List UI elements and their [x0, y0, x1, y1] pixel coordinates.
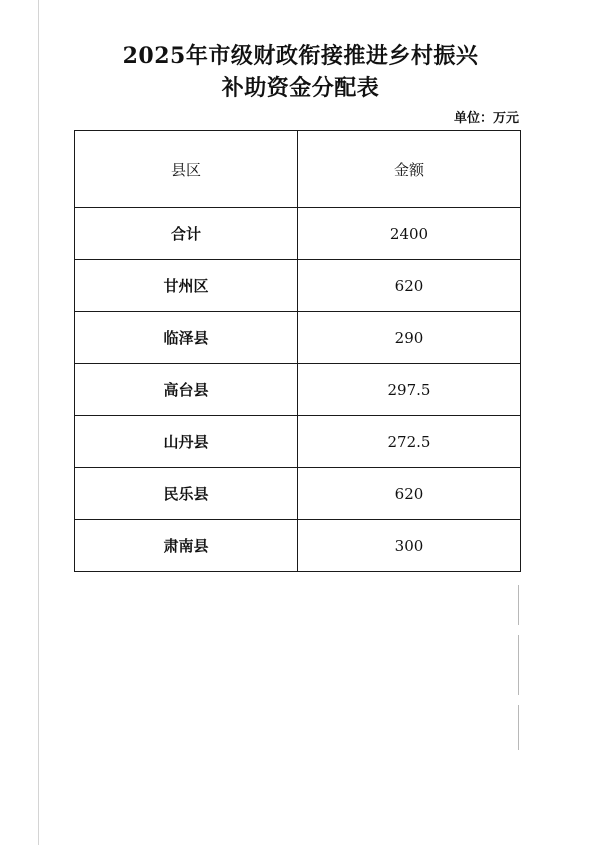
header-amount: 金额 — [298, 131, 521, 208]
county-cell: 合计 — [75, 208, 298, 260]
county-cell: 临泽县 — [75, 312, 298, 364]
scan-artifact-line — [518, 635, 519, 695]
table-row — [75, 260, 521, 312]
table-row — [75, 208, 521, 260]
amount-cell: 620 — [298, 468, 521, 520]
document-title — [0, 40, 601, 104]
amount-cell: 272.5 — [298, 416, 521, 468]
table-row — [75, 416, 521, 468]
table-row — [75, 468, 521, 520]
county-cell: 甘州区 — [75, 260, 298, 312]
allocation-table — [74, 130, 521, 572]
county-cell: 山丹县 — [75, 416, 298, 468]
scan-artifact-line — [518, 705, 519, 750]
title-line-2: 补助资金分配表 — [221, 75, 380, 101]
amount-cell: 2400 — [298, 208, 521, 260]
amount-cell: 297.5 — [298, 364, 521, 416]
county-cell: 肃南县 — [75, 520, 298, 572]
amount-cell: 620 — [298, 260, 521, 312]
table-row — [75, 312, 521, 364]
unit-label: 单位：万元 — [453, 111, 519, 126]
county-cell: 民乐县 — [75, 468, 298, 520]
table-row — [75, 364, 521, 416]
county-cell: 高台县 — [75, 364, 298, 416]
page-edge-line — [38, 0, 39, 845]
amount-cell: 290 — [298, 312, 521, 364]
title-line-1: 2025年市级财政衔接推进乡村振兴 — [122, 43, 479, 69]
amount-cell: 300 — [298, 520, 521, 572]
table-header-row — [75, 131, 521, 208]
header-county: 县区 — [75, 131, 298, 208]
scan-artifact-line — [518, 585, 519, 625]
table-row — [75, 520, 521, 572]
